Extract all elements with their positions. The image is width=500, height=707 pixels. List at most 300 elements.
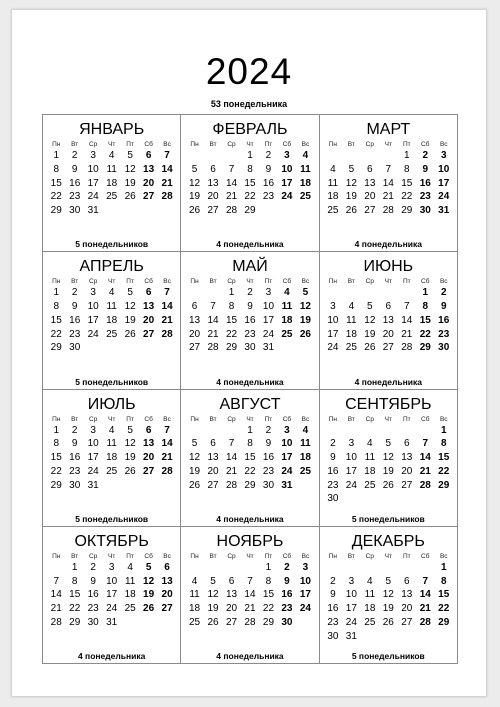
day-cell: 1 [53,287,60,299]
day-cell: 6 [385,301,392,313]
day-cell: 10 [262,301,275,313]
day-cell: 17 [438,177,450,189]
day-cell: 1 [247,150,253,161]
month-block [181,527,319,664]
weekday-label: Сб [144,278,153,286]
day-cell: 6 [145,424,152,436]
day-cell: 20 [382,328,394,340]
weekday-label: Сб [421,552,430,560]
month-monday-count: 4 понедельника [354,376,422,387]
date-grid [47,424,176,493]
day-cell: 5 [127,150,133,161]
day-cell: 19 [189,465,201,477]
day-cell: 8 [247,163,253,175]
day-cell: 19 [143,589,155,601]
day-cell: 8 [422,301,429,313]
day-cell: 8 [440,575,447,587]
day-cell: 5 [145,561,152,573]
day-cell: 11 [281,301,293,313]
day-cell: 20 [401,465,413,477]
day-cell: 3 [90,150,96,161]
weekday-label: Вс [301,415,310,423]
day-cell: 9 [330,452,336,464]
day-cell: 2 [71,150,78,161]
month-block [320,252,458,389]
day-cell: 14 [161,301,173,313]
day-cell: 5 [210,575,216,587]
day-cell: 4 [108,424,115,436]
day-cell: 28 [382,205,394,217]
day-cell: 11 [364,452,376,464]
weekday-label: Пт [264,278,273,286]
empty-cell [379,424,397,438]
weekday-label: Ср [89,415,98,423]
day-cell: 1 [440,561,447,573]
day-cell: 25 [124,603,136,615]
day-cell: 17 [281,452,293,464]
day-cell: 24 [299,603,311,615]
weekday-label: Вт [71,141,79,148]
day-cell: 15 [50,177,62,189]
day-cell: 18 [299,452,311,464]
day-cell: 19 [124,452,136,464]
day-cell: 11 [124,575,136,587]
empty-cell [361,561,379,575]
month-name: ИЮНЬ [363,258,414,276]
empty-cell [342,424,360,438]
day-cell: 14 [419,452,431,464]
day-cell: 19 [124,177,136,189]
day-cell: 23 [327,479,339,491]
day-cell: 4 [108,150,115,161]
day-cell: 6 [164,561,170,573]
empty-cell [379,561,397,575]
day-cell: 10 [345,589,357,601]
month-monday-count: 5 понедельников [75,239,149,250]
day-cell: 4 [108,287,115,299]
day-cell: 8 [404,163,410,175]
day-cell: 27 [143,465,155,477]
day-cell: 12 [189,177,201,189]
day-cell: 22 [438,603,450,615]
day-cell: 22 [225,328,238,340]
weekday-label: Вс [163,415,171,423]
day-cell: 30 [244,342,256,354]
weekday-label: Вт [347,552,355,560]
month-monday-count: 4 понедельника [216,376,284,387]
day-cell: 23 [87,603,99,615]
month-block [181,252,319,389]
day-cell: 15 [419,314,431,326]
day-cell: 12 [382,589,394,601]
day-cell: 3 [302,561,309,573]
day-cell: 18 [189,603,201,615]
weekday-label: Пн [190,415,199,423]
date-grid [47,286,176,355]
day-cell: 21 [419,465,431,477]
day-cell: 28 [225,205,238,217]
day-cell: 22 [50,465,62,477]
day-cell: 8 [71,575,78,587]
day-cell: 28 [50,616,62,628]
day-cell: 7 [164,150,170,161]
day-cell: 12 [345,177,357,189]
day-cell: 26 [143,603,155,615]
day-cell: 9 [422,163,429,175]
day-cell: 4 [367,575,373,587]
day-cell: 25 [327,205,339,217]
day-cell: 22 [438,465,450,477]
weekday-label: Сб [144,552,153,560]
day-cell: 25 [106,328,118,340]
weekday-label: Вс [163,141,171,148]
weekday-label: Пн [328,552,338,560]
day-cell: 5 [127,424,133,436]
month-name: ИЮЛЬ [87,395,136,413]
day-cell: 8 [228,301,235,313]
day-cell: 11 [300,438,311,450]
weekday-label: Ср [227,141,236,148]
empty-cell [185,286,203,300]
empty-cell [361,286,379,300]
day-cell: 21 [50,603,62,615]
month-block [181,115,319,252]
weekday-label: Пн [328,278,338,286]
empty-cell [204,286,222,300]
day-cell: 24 [87,191,99,203]
day-cell: 16 [281,589,293,601]
day-cell: 16 [69,177,81,189]
empty-cell [204,561,222,575]
empty-cell [398,561,416,575]
day-cell: 17 [87,314,99,326]
weekday-label: Чт [108,278,116,286]
day-cell: 3 [90,424,96,436]
day-cell: 29 [438,479,450,491]
day-cell: 22 [401,191,413,203]
day-cell: 12 [124,301,136,313]
date-grid [185,561,314,630]
day-cell: 28 [207,342,219,354]
empty-cell [361,149,379,163]
day-cell: 14 [382,177,394,189]
day-cell: 20 [143,452,155,464]
weekday-header [47,416,176,424]
empty-cell [361,424,379,438]
date-grid [324,149,453,218]
day-cell: 26 [382,479,394,491]
month-name: МАЙ [232,258,268,276]
day-cell: 13 [207,452,219,464]
day-cell: 27 [401,479,413,491]
day-cell: 4 [302,150,309,161]
month-block [43,390,181,527]
day-cell: 11 [106,301,117,313]
day-cell: 1 [71,561,78,573]
day-cell: 3 [265,287,272,299]
weekday-label: Вт [209,415,217,423]
day-cell: 31 [438,205,450,217]
day-cell: 15 [438,589,450,601]
day-cell: 19 [207,603,219,615]
day-cell: 25 [364,479,376,491]
day-cell: 4 [284,287,290,299]
weekday-label: Вс [163,278,171,286]
day-cell: 29 [419,342,431,354]
month-name: ДЕКАБРЬ [351,532,425,550]
day-cell: 11 [189,589,200,601]
weekday-label: Вт [209,278,217,286]
empty-cell [185,561,203,575]
day-cell: 10 [438,163,450,175]
day-cell: 17 [345,465,357,477]
day-cell: 4 [330,163,336,175]
month-monday-count: 5 понедельников [351,651,425,661]
weekday-label: Пт [126,415,134,423]
weekday-label: Пт [126,552,134,560]
weekday-label: Сб [421,278,430,286]
day-cell: 16 [69,314,81,326]
day-cell: 24 [281,191,293,203]
day-cell: 26 [124,328,136,340]
day-cell: 21 [419,603,431,615]
day-cell: 18 [345,328,357,340]
day-cell: 18 [299,177,311,189]
month-monday-count: 4 понедельника [216,651,284,661]
day-cell: 27 [382,342,394,354]
day-cell: 15 [401,177,413,189]
year-title: 2024 [205,51,293,92]
day-cell: 29 [262,616,275,628]
weekday-label: Ср [365,278,374,286]
day-cell: 30 [327,630,339,642]
weekday-label: Ср [365,415,374,423]
day-cell: 30 [69,479,81,491]
day-cell: 5 [302,287,309,299]
day-cell: 21 [401,328,413,340]
empty-cell [204,149,222,163]
weekday-label: Пн [52,552,61,560]
weekday-label: Вт [71,278,79,286]
day-cell: 13 [401,589,413,601]
day-cell: 2 [247,287,253,299]
date-grid [324,286,453,355]
day-cell: 17 [281,177,293,189]
day-cell: 11 [106,163,117,175]
day-cell: 10 [87,163,99,175]
day-cell: 21 [244,603,256,615]
weekday-label: Вс [301,552,310,560]
day-cell: 16 [69,452,81,464]
empty-cell [324,561,342,575]
day-cell: 1 [53,150,60,161]
weekday-label: Чт [384,141,392,148]
empty-cell [185,424,203,438]
day-cell: 13 [207,177,219,189]
day-cell: 20 [161,589,173,601]
day-cell: 18 [106,314,118,326]
day-cell: 2 [330,575,336,587]
month-monday-count: 5 понедельников [75,513,149,524]
day-cell: 14 [50,589,62,601]
day-cell: 21 [161,314,173,326]
month-block [320,527,458,664]
weekday-label: Вт [71,415,79,423]
weekday-label: Сб [421,415,430,423]
day-cell: 25 [299,191,311,203]
day-cell: 5 [385,438,392,450]
month-block [181,390,319,527]
day-cell: 24 [87,465,99,477]
day-cell: 30 [69,205,81,217]
weekday-label: Пн [328,415,338,423]
month-block [320,390,458,527]
day-cell: 24 [87,328,99,340]
weekday-header [47,553,176,561]
day-cell: 13 [364,177,376,189]
day-cell: 22 [69,603,81,615]
month-monday-count: 5 понедельников [351,513,425,524]
day-cell: 16 [262,177,275,189]
day-cell: 16 [419,177,431,189]
day-cell: 12 [189,452,201,464]
day-cell: 2 [422,150,429,161]
day-cell: 9 [265,438,272,450]
weekday-label: Вт [347,141,355,148]
weekday-label: Пт [402,552,411,560]
day-cell: 7 [228,438,235,450]
weekday-label: Пт [402,278,411,286]
weekday-header [324,141,453,149]
day-cell: 10 [87,438,99,450]
empty-cell [324,286,342,300]
day-cell: 29 [50,479,62,491]
empty-cell [204,424,222,438]
weekday-header [47,278,176,286]
day-cell: 30 [438,342,450,354]
day-cell: 13 [143,301,155,313]
day-cell: 31 [262,342,275,354]
day-cell: 19 [189,191,201,203]
day-cell: 17 [87,177,99,189]
day-cell: 19 [382,465,394,477]
day-cell: 20 [189,328,201,340]
day-cell: 26 [364,342,376,354]
weekday-label: Вс [439,278,448,286]
day-cell: 9 [71,438,78,450]
day-cell: 14 [161,163,173,175]
day-cell: 13 [189,314,201,326]
day-cell: 27 [143,191,155,203]
day-cell: 26 [207,616,219,628]
day-cell: 18 [106,452,118,464]
day-cell: 27 [189,342,201,354]
weekday-label: Пн [52,278,61,286]
day-cell: 9 [330,589,336,601]
day-cell: 18 [364,603,376,615]
day-cell: 28 [419,616,431,628]
weekday-label: Пт [264,415,273,423]
day-cell: 12 [124,163,136,175]
day-cell: 20 [207,191,219,203]
weekday-label: Вт [347,415,355,423]
day-cell: 2 [71,287,78,299]
month-name: МАРТ [366,121,411,138]
day-cell: 16 [262,452,275,464]
empty-cell [379,149,397,163]
day-cell: 17 [87,452,99,464]
day-cell: 1 [440,424,447,436]
day-cell: 14 [161,438,173,450]
day-cell: 17 [327,328,339,340]
day-cell: 19 [299,314,311,326]
day-cell: 17 [106,589,118,601]
day-cell: 31 [87,479,99,491]
weekday-label: Чт [246,141,254,148]
day-cell: 23 [244,328,256,340]
month-monday-count: 4 понедельника [77,651,146,661]
month-name: НОЯБРЬ [216,532,284,550]
day-cell: 25 [299,465,311,477]
month-block [43,527,181,664]
empty-cell [324,424,342,438]
weekday-label: Чт [108,415,116,423]
day-cell: 9 [90,575,96,587]
day-cell: 20 [143,314,155,326]
empty-cell [342,561,360,575]
day-cell: 8 [265,575,272,587]
weekday-label: Ср [89,278,98,286]
weekday-label: Чт [384,415,392,423]
day-cell: 16 [244,314,256,326]
weekday-label: Ср [365,552,374,560]
day-cell: 5 [127,287,133,299]
weekday-label: Сб [144,415,153,423]
day-cell: 27 [364,205,376,217]
day-cell: 18 [106,177,118,189]
weekday-label: Пт [264,552,273,560]
weekday-label: Пн [190,141,199,148]
weekday-label: Ср [227,415,236,423]
day-cell: 25 [106,191,118,203]
day-cell: 29 [225,342,238,354]
day-cell: 14 [225,452,238,464]
day-cell: 7 [422,438,429,450]
day-cell: 5 [191,163,198,175]
day-cell: 23 [262,465,275,477]
day-cell: 25 [189,616,201,628]
day-cell: 6 [210,163,216,175]
day-cell: 10 [281,438,293,450]
day-cell: 24 [345,479,357,491]
weekday-label: Сб [282,278,292,286]
day-cell: 29 [69,616,81,628]
day-cell: 22 [244,465,256,477]
weekday-label: Ср [365,141,374,148]
weekday-header [324,553,453,561]
day-cell: 22 [50,328,62,340]
day-cell: 8 [53,301,60,313]
day-cell: 20 [401,603,413,615]
weekday-label: Сб [144,141,153,148]
day-cell: 6 [191,301,198,313]
day-cell: 5 [385,575,392,587]
day-cell: 29 [244,479,256,491]
day-cell: 22 [262,603,275,615]
month-name: ОКТЯБРЬ [74,532,149,550]
month-monday-count: 4 понедельника [216,239,284,250]
day-cell: 18 [124,589,136,601]
